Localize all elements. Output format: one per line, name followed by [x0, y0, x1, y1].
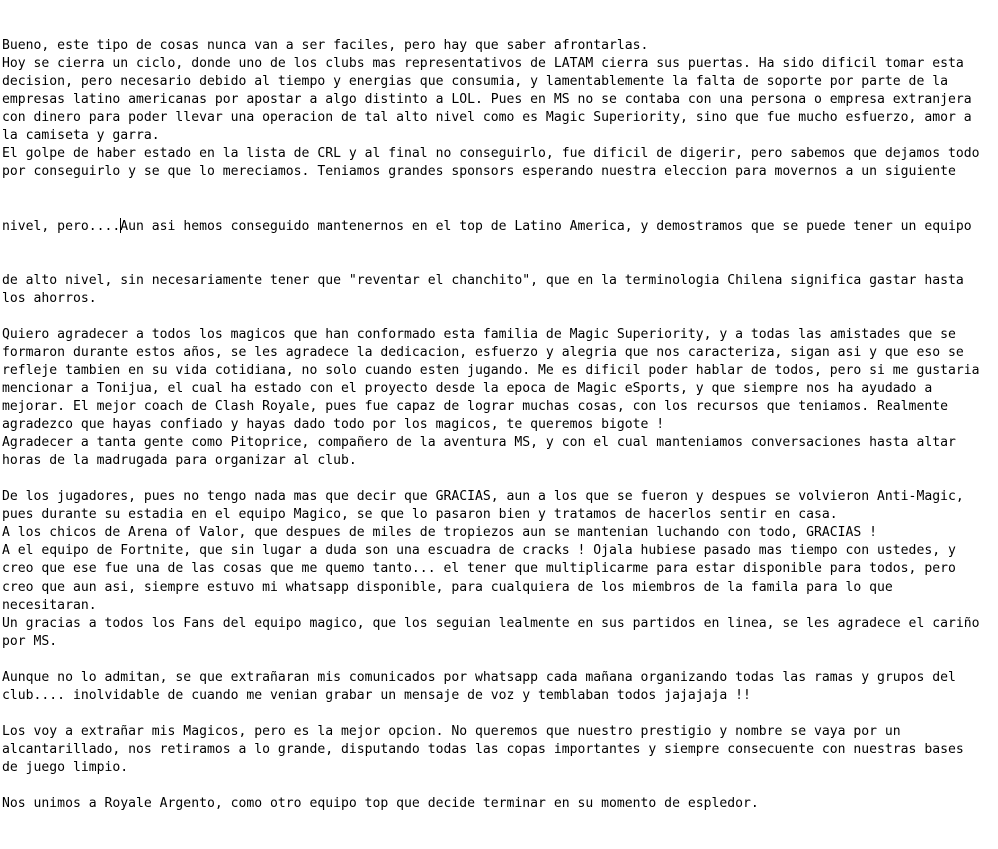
- text-line: mencionar a Tonijua, el cual ha estado con el proyecto desde la epoca de Magic eSports, y que siempre nos ha ayudado a: [2, 380, 933, 396]
- text-line: A los chicos de Arena of Valor, que despues de miles de tropiezos aun se mantenian luchando con todo, GRACIAS !: [2, 525, 878, 541]
- text-line: Agradecer a tanta gente como Pitoprice, compañero de la aventura MS, y con el cual manteniamos conversaciones hasta altar: [2, 435, 956, 451]
- caret-line-after: Aun asi hemos conseguido mantenernos en el top de Latino America, y demostramos que se puede tener un equipo: [120, 218, 972, 234]
- document-text[interactable]: [2, 1, 996, 849]
- text-line: Bueno, este tipo de cosas nunca van a ser faciles, pero hay que saber afrontarlas.: [2, 38, 649, 54]
- lines-before-caret: [2, 37, 996, 181]
- text-line: agradezco que hayas confiado y hayas dado todo por los magicos, te queremos bigote !: [2, 417, 665, 433]
- text-line: necesitaran.: [2, 597, 97, 613]
- text-line: pues durante su estadia en el equipo Magico, se que lo pasaron bien y tratamos de hacerlos sentir en casa.: [2, 507, 838, 523]
- text-line: alcantarillado, nos retiramos a lo grande, disputando todas las copas importantes y siempre consecuente con nuestras bases: [2, 741, 964, 757]
- caret-line-before: nivel, pero....: [2, 218, 121, 234]
- text-line: horas de la madrugada para organizar al club.: [2, 453, 357, 469]
- text-line: Quiero agradecer a todos los magicos que han conformado esta familia de Magic Superiority, y a todas las amistades que se: [2, 326, 956, 342]
- caret-line: [2, 218, 996, 236]
- text-line: de alto nivel, sin necesariamente tener que "reventar el chanchito", que en la terminologia Chilena significa gastar hasta: [2, 272, 964, 288]
- text-line: mejorar. El mejor coach de Clash Royale, pues fue capaz de lograr muchas cosas, con los recursos que teniamos. Realmente: [2, 399, 948, 415]
- text-line: con dinero para poder llevar una operacion de tal alto nivel como es Magic Superiority, sino que fue mucho esfuerzo, amor a: [2, 110, 972, 126]
- text-line: creo que aun asi, siempre estuvo mi whatsapp disponible, para cualquiera de los miembros de la famila para lo que: [2, 579, 893, 595]
- text-line: decision, pero necesario debido al tiempo y energias que consumia, y lamentablemente la falta de soporte por parte de la: [2, 74, 948, 90]
- text-line: [2, 705, 996, 723]
- text-line: De los jugadores, pues no tengo nada mas que decir que GRACIAS, aun a los que se fueron y despues se volvieron Anti-Magic,: [2, 489, 964, 505]
- text-line: de juego limpio.: [2, 759, 129, 775]
- text-line: Los voy a extrañar mis Magicos, pero es la mejor opcion. No queremos que nuestro prestigio y nombre se vaya por un: [2, 723, 901, 739]
- text-line: [2, 651, 996, 669]
- text-line: por conseguirlo y se que lo mereciamos. Teniamos grandes sponsors esperando nuestra eleccion para movernos a un siguiente: [2, 164, 956, 180]
- text-line: empresas latino americanas por apostar a algo distinto a LOL. Pues en MS no se contaba con una persona o empresa extranjera: [2, 92, 972, 108]
- text-line: la camiseta y garra.: [2, 128, 160, 144]
- text-line: Nos unimos a Royale Argento, como otro equipo top que decide terminar en su momento de espledor.: [2, 796, 759, 812]
- text-line: El golpe de haber estado en la lista de CRL y al final no conseguirlo, fue dificil de digerir, pero sabemos que dejamos todo: [2, 146, 980, 162]
- text-line: club.... inolvidable de cuando me venian grabar un mensaje de voz y temblaban todos jajajaja !!: [2, 687, 751, 703]
- text-line: Hoy se cierra un ciclo, donde uno de los clubs mas representativos de LATAM cierra sus puertas. Ha sido dificil tomar esta: [2, 56, 964, 72]
- text-line: por MS.: [2, 633, 58, 649]
- text-line: creo que ese fue una de las cosas que me quemo tanto... el tener que multiplicarme para estar disponible para todos, pero: [2, 561, 956, 577]
- lines-after-caret: [2, 272, 996, 813]
- text-line: los ahorros.: [2, 290, 97, 306]
- text-line: [2, 470, 996, 488]
- text-line: [2, 308, 996, 326]
- text-line: [2, 777, 996, 795]
- text-line: formaron durante estos años, se les agradece la dedicacion, esfuerzo y alegria que nos caracteriza, sigan asi y que eso se: [2, 344, 964, 360]
- text-line: Un gracias a todos los Fans del equipo magico, que los seguian lealmente en sus partidos en linea, se les agradece el cariño: [2, 615, 980, 631]
- text-line: Aunque no lo admitan, se que extrañaran mis comunicados por whatsapp cada mañana organizando todas las ramas y grupos del: [2, 669, 956, 685]
- text-line: A el equipo de Fortnite, que sin lugar a duda son una escuadra de cracks ! Ojala hubiese pasado mas tiempo con ustedes, y: [2, 543, 956, 559]
- text-line: refleje tambien en su vida cotidiana, no solo cuando esten jugando. Me es dificil poder hablar de todos, pero si me gustaria: [2, 362, 980, 378]
